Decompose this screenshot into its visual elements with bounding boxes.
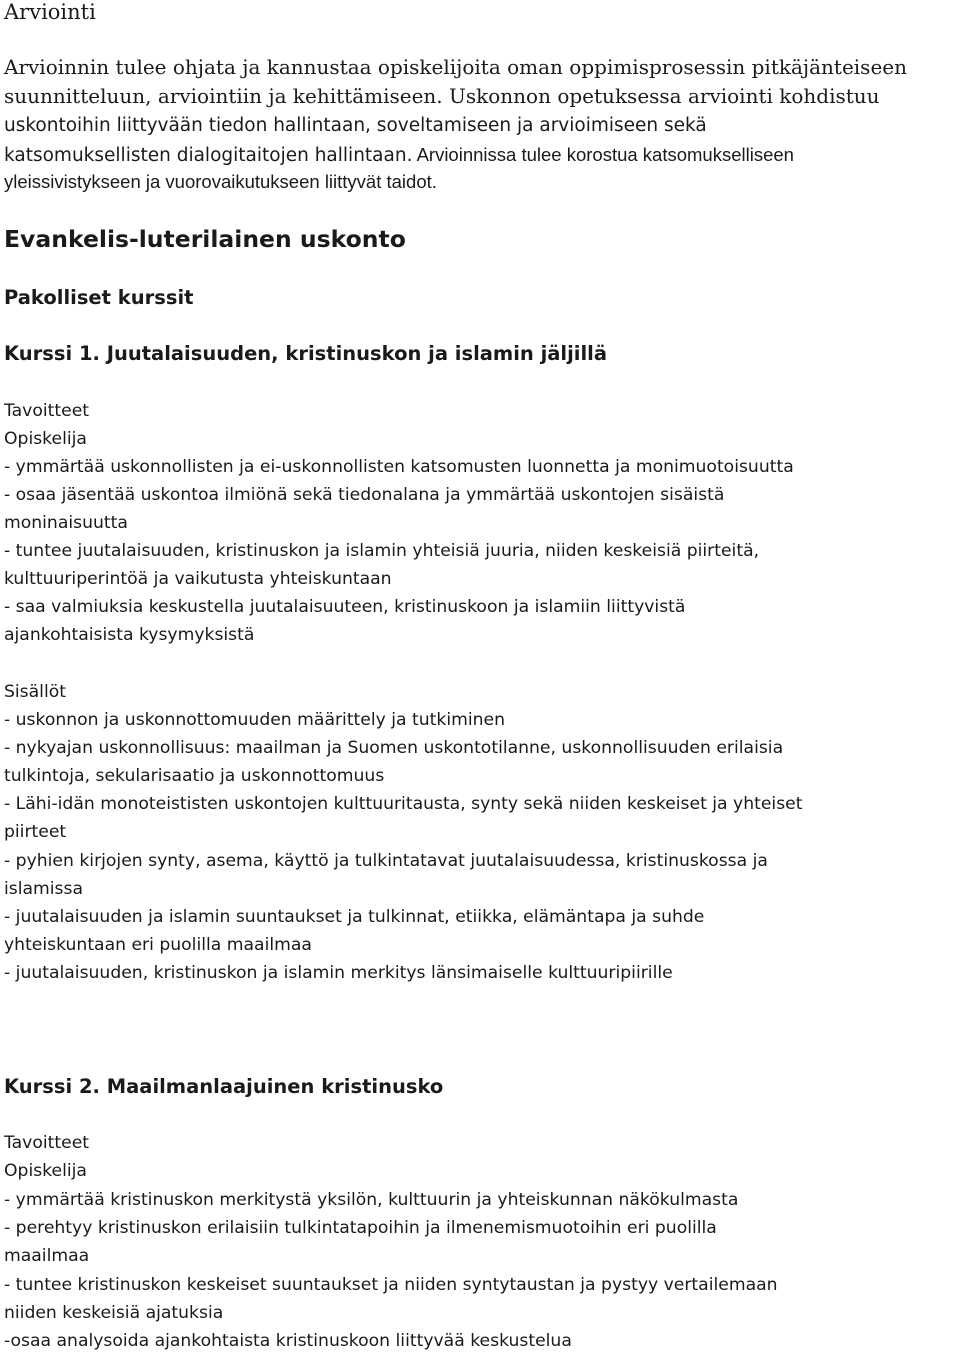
content-line: - uskonnon ja uskonnottomuuden määrittely ja tutkiminen [4, 710, 506, 730]
intro-line [4, 140, 794, 170]
goal-line: - tuntee juutalaisuuden, kristinuskon ja islamin yhteisiä juuria, niiden keskeisiä piirteitä, [4, 541, 760, 561]
student-label: Opiskelija [4, 1161, 87, 1181]
section-heading: Evankelis-luterilainen uskonto [4, 225, 406, 253]
goal-line: niiden keskeisiä ajatuksia [4, 1303, 224, 1323]
goals-label: Tavoitteet [4, 401, 90, 421]
goal-line: - perehtyy kristinuskon erilaisiin tulkintatapoihin ja ilmenemismuotoihin eri puolilla [4, 1218, 717, 1238]
content-line: - pyhien kirjojen synty, asema, käyttö ja tulkintatavat juutalaisuudessa, kristinuskossa ja [4, 851, 768, 871]
intro-text: Arvioinnissa tulee korostua katsomukselliseen [412, 144, 794, 165]
goal-line: - saa valmiuksia keskustella juutalaisuuteen, kristinuskoon ja islamiin liittyvistä [4, 597, 686, 617]
goal-line: maailmaa [4, 1246, 90, 1266]
content-line: - nykyajan uskonnollisuus: maailman ja Suomen uskontotilanne, uskonnollisuuden erilaisia [4, 738, 784, 758]
student-label: Opiskelija [4, 429, 87, 449]
content-line: - juutalaisuuden, kristinuskon ja islamin merkitys länsimaiselle kulttuuripiirille [4, 963, 673, 983]
course-1-heading: Kurssi 1. Juutalaisuuden, kristinuskon ja islamin jäljillä [4, 342, 608, 365]
goal-line: - tuntee kristinuskon keskeiset suuntaukset ja niiden syntytaustan ja pystyy vertailemaan [4, 1275, 778, 1295]
content-line: islamissa [4, 879, 83, 899]
goal-line: -osaa analysoida ajankohtaista kristinuskoon liittyvää keskustelua [4, 1331, 572, 1351]
course-2-heading: Kurssi 2. Maailmanlaajuinen kristinusko [4, 1075, 444, 1098]
content-line: yhteiskuntaan eri puolilla maailmaa [4, 935, 312, 955]
contents-label: Sisällöt [4, 682, 66, 702]
goal-line: ajankohtaisista kysymyksistä [4, 625, 255, 645]
content-line: tulkintoja, sekularisaatio ja uskonnottomuus [4, 766, 385, 786]
intro-line: uskontoihin liittyvään tiedon hallintaan, soveltamiseen ja arvioimiseen sekä [4, 115, 707, 136]
content-line: piirteet [4, 822, 67, 842]
content-line: - Lähi-idän monoteististen uskontojen kulttuuritausta, synty sekä niiden keskeiset ja yhteiset [4, 794, 803, 814]
intro-line: yleissivistykseen ja vuorovaikutukseen liittyvät taidot. [4, 171, 437, 192]
goal-line: kulttuuriperintöä ja vaikutusta yhteiskuntaan [4, 569, 392, 589]
intro-text: katsomuksellisten dialogitaitojen hallintaan. [4, 145, 413, 166]
goals-label: Tavoitteet [4, 1133, 90, 1153]
intro-line: suunnitteluun, arviointiin ja kehittämiseen. Uskonnon opetuksessa arviointi kohdistuu [4, 84, 880, 108]
intro-line: Arvioinnin tulee ohjata ja kannustaa opiskelijoita oman oppimisprosessin pitkäjänteiseen [4, 55, 907, 79]
goal-line: - osaa jäsentää uskontoa ilmiönä sekä tiedonalana ja ymmärtää uskontojen sisäistä [4, 485, 725, 505]
page-title: Arviointi [4, 0, 96, 24]
goal-line: moninaisuutta [4, 513, 128, 533]
content-line: - juutalaisuuden ja islamin suuntaukset ja tulkinnat, etiikka, elämäntapa ja suhde [4, 907, 705, 927]
subsection-heading: Pakolliset kurssit [4, 286, 194, 309]
goal-line: - ymmärtää kristinuskon merkitystä yksilön, kulttuurin ja yhteiskunnan näkökulmasta [4, 1190, 739, 1210]
goal-line: - ymmärtää uskonnollisten ja ei-uskonnollisten katsomusten luonnetta ja monimuotoisuutta [4, 457, 794, 477]
